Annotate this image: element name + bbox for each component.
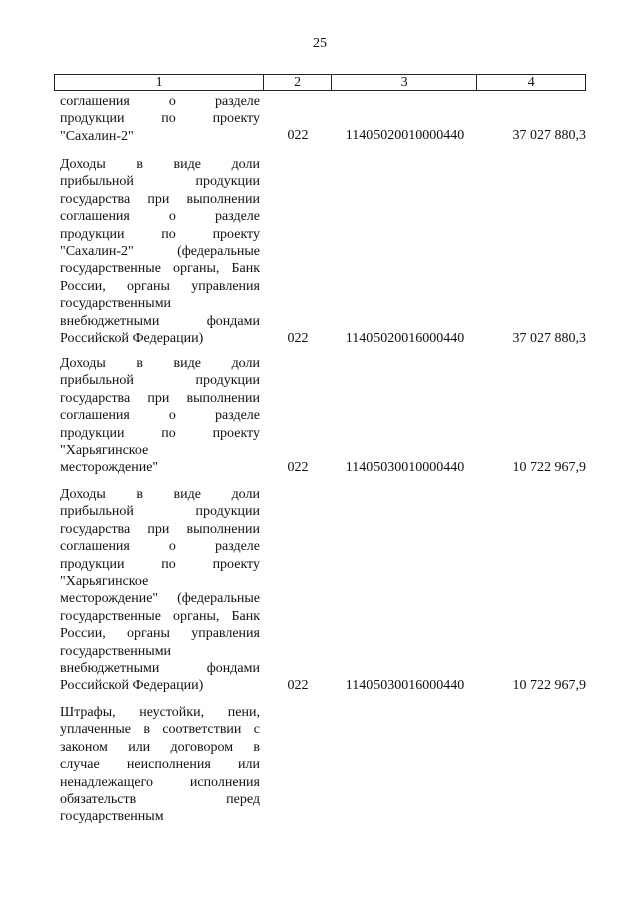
description-word: органы, (173, 261, 220, 277)
description-word: законом (60, 739, 108, 755)
description-word: о (168, 94, 176, 109)
description-word: в (253, 739, 260, 755)
row-amount: 37 027 880,3 (512, 330, 586, 346)
description-word: внебюджетными (60, 313, 160, 329)
row-description (60, 486, 260, 695)
description-word: Банк (231, 608, 260, 624)
row-description (60, 355, 260, 477)
description-word: управления (191, 626, 260, 642)
description-word: государственные (60, 261, 161, 277)
description-line (60, 208, 260, 225)
description-word: соглашения (60, 94, 130, 109)
description-word: в (136, 356, 143, 371)
description-word: договором (170, 739, 234, 755)
description-word: виде (173, 157, 201, 172)
description-word: Банк (231, 261, 260, 277)
description-word: выполнении (186, 191, 260, 207)
description-word: (федеральные (177, 591, 260, 607)
row-kbk: 11405030016000440 (345, 678, 465, 693)
description-word: продукции (60, 226, 125, 242)
description-word: соглашения (60, 539, 130, 555)
description-line (60, 774, 260, 791)
row-amount: 10 722 967,9 (512, 460, 586, 475)
table-header-row (54, 74, 586, 91)
description-word: или (128, 739, 151, 755)
description-line (60, 521, 260, 538)
description-word: уплаченные (60, 722, 131, 738)
description-word: органы (127, 626, 170, 642)
description-word: продукции (60, 556, 125, 572)
description-word: государственные (60, 608, 161, 624)
description-word: Доходы (60, 487, 106, 502)
description-word: разделе (214, 408, 260, 424)
description-line (60, 156, 260, 173)
description-line (60, 295, 260, 312)
row-description (60, 156, 260, 347)
description-line (60, 791, 260, 808)
description-line (60, 538, 260, 555)
description-word: о (168, 408, 176, 424)
description-line (60, 407, 260, 424)
description-line (60, 355, 260, 372)
description-word: виде (173, 487, 201, 502)
description-word: Российской Федерации) (60, 330, 204, 346)
description-word: органы (127, 278, 170, 294)
description-word: исполнения (189, 774, 260, 790)
description-word: внебюджетными (60, 660, 160, 676)
description-word: проекту (212, 425, 260, 441)
description-word: "Сахалин-2" (60, 243, 134, 259)
description-line (60, 643, 260, 660)
column-header-3: 3 (332, 75, 477, 90)
description-word: (федеральные (177, 243, 260, 259)
row-description (60, 93, 260, 145)
description-word: в (143, 722, 150, 738)
description-line (60, 704, 260, 721)
description-word: разделе (214, 209, 260, 225)
description-word: прибыльной (60, 504, 134, 520)
description-word: Доходы (60, 157, 106, 172)
description-word: государства (60, 390, 131, 406)
description-word: перед (226, 791, 260, 807)
description-line (60, 590, 260, 607)
description-line (60, 625, 260, 642)
description-word: выполнении (186, 521, 260, 537)
description-word: по (161, 425, 176, 441)
description-word: проекту (212, 556, 260, 572)
description-word: продукции (195, 504, 260, 520)
description-word: пени, (227, 705, 260, 720)
description-line (60, 677, 260, 694)
description-word: соответствии (162, 722, 242, 738)
column-header-1: 1 (55, 75, 264, 90)
description-word: управления (191, 278, 260, 294)
description-word: "Харьягинское (60, 442, 149, 458)
description-word: обязательств (60, 791, 137, 807)
description-line (60, 503, 260, 520)
description-word: государства (60, 191, 131, 207)
description-word: в (136, 157, 143, 172)
description-line (60, 756, 260, 773)
description-word: доли (231, 487, 260, 502)
description-line (60, 330, 260, 347)
description-word: государственными (60, 643, 172, 659)
description-word: виде (173, 356, 201, 371)
description-word: государства (60, 521, 131, 537)
row-code: 022 (287, 678, 309, 693)
page-number: 25 (313, 36, 327, 51)
description-word: России, (60, 626, 106, 642)
description-line (60, 390, 260, 407)
row-kbk: 11405020010000440 (345, 128, 465, 144)
description-line (60, 739, 260, 756)
description-word: фондами (206, 660, 260, 676)
description-line (60, 128, 260, 145)
description-word: продукции (195, 174, 260, 190)
description-word: проекту (212, 226, 260, 242)
description-word: с (253, 722, 260, 738)
description-word: месторождение" (60, 460, 159, 476)
description-word: органы, (173, 608, 220, 624)
description-line (60, 93, 260, 110)
description-word: выполнении (186, 390, 260, 406)
description-word: России, (60, 278, 106, 294)
description-word: доли (231, 356, 260, 371)
description-line (60, 243, 260, 260)
description-line (60, 486, 260, 503)
description-word: или (238, 757, 260, 773)
description-word: о (168, 539, 176, 555)
column-header-2: 2 (264, 75, 332, 90)
description-line (60, 608, 260, 625)
description-line (60, 226, 260, 243)
description-line (60, 260, 260, 277)
description-word: Российской Федерации) (60, 678, 204, 694)
row-code: 022 (287, 460, 309, 475)
description-line (60, 556, 260, 573)
description-word: неисполнения (126, 757, 211, 773)
description-word: при (147, 191, 170, 207)
row-description (60, 704, 260, 826)
description-line (60, 808, 260, 825)
description-line (60, 721, 260, 738)
description-word: продукции (60, 425, 125, 441)
description-line (60, 278, 260, 295)
description-word: фондами (206, 313, 260, 329)
description-word: при (147, 390, 170, 406)
row-code: 022 (287, 330, 309, 346)
row-kbk: 11405020016000440 (345, 330, 465, 346)
description-word: государственными (60, 296, 172, 312)
row-kbk: 11405030010000440 (345, 460, 465, 475)
description-line (60, 425, 260, 442)
description-line (60, 660, 260, 677)
description-word: государственным (60, 809, 164, 825)
description-line (60, 573, 260, 590)
description-word: ненадлежащего (60, 774, 154, 790)
description-line (60, 313, 260, 330)
description-word: случае (60, 757, 100, 773)
row-amount: 37 027 880,3 (512, 128, 586, 144)
description-word: разделе (214, 94, 260, 109)
description-word: продукции (60, 111, 125, 127)
description-word: продукции (195, 373, 260, 389)
description-line (60, 191, 260, 208)
row-code: 022 (287, 128, 309, 144)
description-line (60, 173, 260, 190)
description-line (60, 372, 260, 389)
description-line (60, 459, 260, 476)
description-word: Доходы (60, 356, 106, 371)
description-word: проекту (212, 111, 260, 127)
description-word: неустойки, (139, 705, 205, 720)
description-word: в (136, 487, 143, 502)
description-word: доли (231, 157, 260, 172)
description-word: соглашения (60, 408, 130, 424)
description-word: "Сахалин-2" (60, 128, 134, 144)
description-word: соглашения (60, 209, 130, 225)
description-word: прибыльной (60, 174, 134, 190)
description-word: по (161, 556, 176, 572)
description-word: по (161, 226, 176, 242)
description-word: о (168, 209, 176, 225)
description-word: разделе (214, 539, 260, 555)
row-amount: 10 722 967,9 (512, 678, 586, 693)
description-line (60, 442, 260, 459)
description-word: прибыльной (60, 373, 134, 389)
description-word: "Харьягинское (60, 573, 149, 589)
description-word: Штрафы, (60, 705, 116, 720)
column-header-4: 4 (527, 75, 535, 90)
description-line (60, 110, 260, 127)
description-word: месторождение" (60, 591, 159, 607)
description-word: при (147, 521, 170, 537)
description-word: по (161, 111, 176, 127)
